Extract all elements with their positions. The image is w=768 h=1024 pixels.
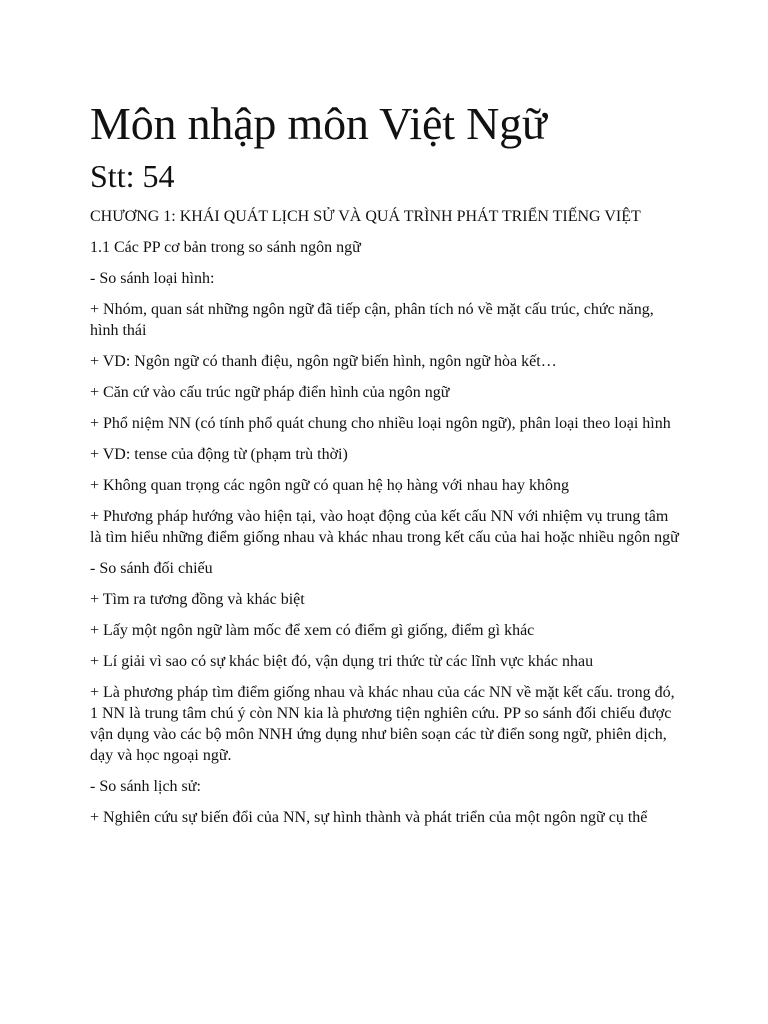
chapter-heading: CHƯƠNG 1: KHÁI QUÁT LỊCH SỬ VÀ QUÁ TRÌNH PHÁT TRIỂN TIẾNG VIỆT <box>90 208 641 225</box>
paragraph: + Lấy một ngôn ngữ làm mốc để xem có điểm gì giống, điểm gì khác <box>90 622 535 639</box>
section-heading: 1.1 Các PP cơ bản trong so sánh ngôn ngữ <box>90 239 361 256</box>
paragraph: + Lí giải vì sao có sự khác biệt đó, vận dụng tri thức từ các lĩnh vực khác nhau <box>90 653 594 670</box>
paragraph: + Nghiên cứu sự biến đổi của NN, sự hình thành và phát triển của một ngôn ngữ cụ thể <box>90 809 648 826</box>
paragraph: - So sánh loại hình: <box>90 270 215 287</box>
paragraph: + Phương pháp hướng vào hiện tại, vào hoạt động của kết cấu NN với nhiệm vụ trung tâm là tìm hiểu những điểm giống nhau và khác nhau trong kết cấu của hai hoặc nhiều ngôn ngữ <box>90 508 679 546</box>
paragraph: + Căn cứ vào cấu trúc ngữ pháp điển hình của ngôn ngữ <box>90 384 450 401</box>
paragraph: + Là phương pháp tìm điểm giống nhau và khác nhau của các NN về mặt kết cấu. trong đó, 1 NN là trung tâm chú ý còn NN kia là phương tiện nghiên cứu. PP so sánh đối chiếu được vận dụng vào các bộ môn NNH ứng dụng như biên soạn các từ điển song ngữ, phiên dịch, dạy và học ngoại ngữ. <box>90 684 675 764</box>
document-title: Môn nhập môn Việt Ngữ <box>90 98 547 149</box>
paragraph: + Phổ niệm NN (có tính phổ quát chung cho nhiều loại ngôn ngữ), phân loại theo loại hình <box>90 415 671 432</box>
paragraph: - So sánh đối chiếu <box>90 560 213 577</box>
paragraph: + Nhóm, quan sát những ngôn ngữ đã tiếp cận, phân tích nó về mặt cấu trúc, chức năng, hình thái <box>90 301 654 339</box>
paragraph: + VD: Ngôn ngữ có thanh điệu, ngôn ngữ biến hình, ngôn ngữ hòa kết… <box>90 353 557 370</box>
document-page <box>90 96 680 838</box>
paragraph: + VD: tense của động từ (phạm trù thời) <box>90 446 348 463</box>
document-subtitle: Stt: 54 <box>90 158 175 194</box>
paragraph: + Tìm ra tương đồng và khác biệt <box>90 591 305 608</box>
paragraph: - So sánh lịch sử: <box>90 778 201 795</box>
paragraph: + Không quan trọng các ngôn ngữ có quan hệ họ hàng với nhau hay không <box>90 477 569 494</box>
